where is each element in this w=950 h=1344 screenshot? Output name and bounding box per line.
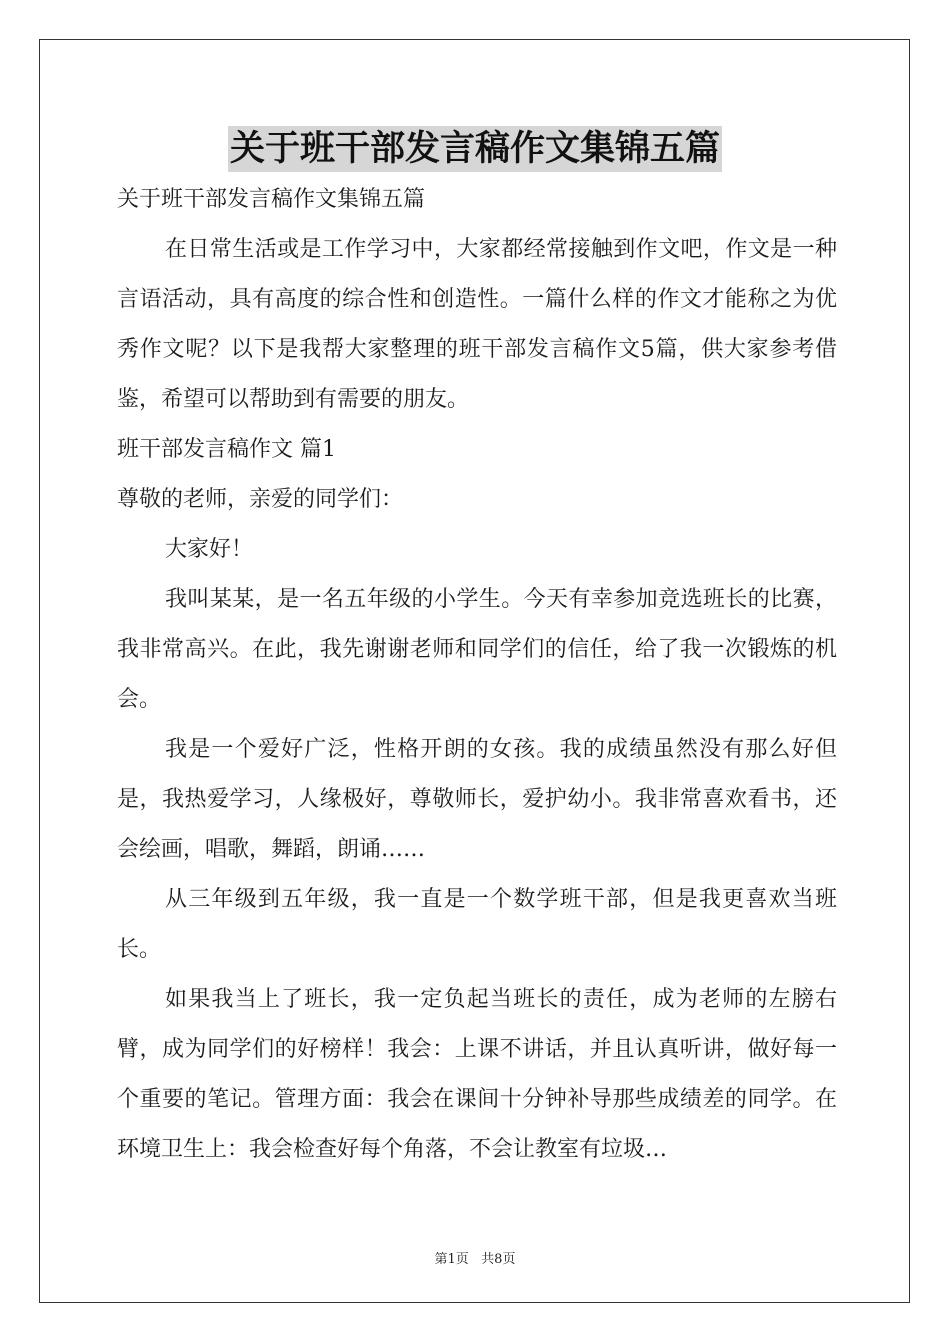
section-heading: 班干部发言稿作文 篇1 [117, 437, 336, 462]
paragraph-greeting: 大家好！ [165, 537, 254, 562]
page-footer [0, 1248, 950, 1267]
paragraph-body: 我是一个爱好广泛，性格开朗的女孩。我的成绩虽然没有那么好但是，我热爱学习，人缘极好，尊敬师长，爱护幼小。我非常喜欢看书，还会绘画，唱歌，舞蹈，朗诵…… [117, 737, 837, 862]
page-number: 第1页 共8页 [434, 1252, 516, 1267]
paragraph-body: 如果我当上了班长，我一定负起当班长的责任，成为老师的左膀右臂，成为同学们的好榜样！我会：上课不讲话，并且认真听讲，做好每一个重要的笔记。管理方面：我会在课间十分钟补导那些成绩差的同学。在环境卫生上：我会检查好每个角落，不会让教室有垃圾… [117, 987, 837, 1162]
paragraph-subtitle: 关于班干部发言稿作文集锦五篇 [117, 187, 426, 212]
document-body [117, 175, 837, 1175]
document-title: 关于班干部发言稿作文集锦五篇 [228, 126, 722, 172]
paragraph-salutation: 尊敬的老师，亲爱的同学们： [117, 487, 404, 512]
paragraph-body: 我叫某某，是一名五年级的小学生。今天有幸参加竞选班长的比赛，我非常高兴。在此，我先谢谢老师和同学们的信任，给了我一次锻炼的机会。 [117, 587, 837, 712]
paragraph-body: 从三年级到五年级，我一直是一个数学班干部，但是我更喜欢当班长。 [117, 887, 837, 962]
title-wrap [0, 126, 950, 172]
paragraph-intro: 在日常生活或是工作学习中，大家都经常接触到作文吧，作文是一种言语活动，具有高度的综合性和创造性。一篇什么样的作文才能称之为优秀作文呢？以下是我帮大家整理的班干部发言稿作文5篇，供大家参考借鉴，希望可以帮助到有需要的朋友。 [117, 237, 837, 412]
